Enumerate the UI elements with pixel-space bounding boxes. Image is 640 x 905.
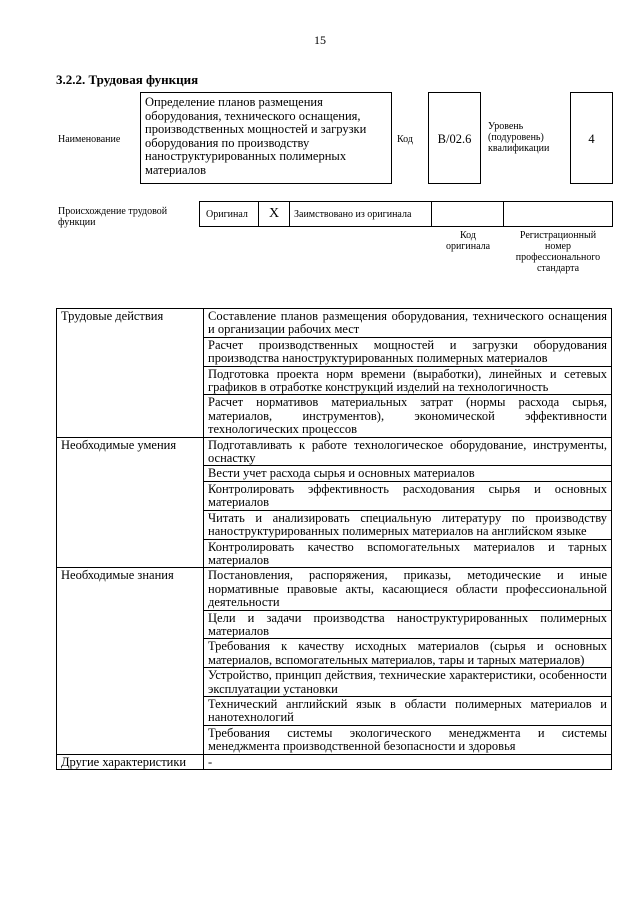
original-cell <box>199 201 259 227</box>
list-item: Составление планов размещения оборудования, технического оснащения и организации рабочих мест <box>204 309 612 338</box>
list-item: Контролировать эффективность расходования сырья и основных материалов <box>204 481 612 510</box>
original-mark: X <box>268 206 280 221</box>
list-item: Устройство, принцип действия, технические характеристики, особенности эксплуатации установки <box>204 668 612 697</box>
list-item: Читать и анализировать специальную литературу по производству наноструктурированных полимерных материалов на английском языке <box>204 510 612 539</box>
borrowed-cell <box>289 201 432 227</box>
reg-number-label: Регистрационный номер профессионального стандарта <box>515 230 601 274</box>
borrowed-label: Заимствовано из оригинала <box>294 209 412 220</box>
code-label: Код <box>397 134 413 145</box>
list-item: Расчет производственных мощностей и загрузки оборудования производства наноструктурированных полимерных материалов <box>204 337 612 366</box>
original-mark-cell <box>258 201 290 227</box>
row-heading: Трудовые действия <box>57 309 204 438</box>
code-box <box>428 92 481 184</box>
list-item: Подготавливать к работе технологическое оборудование, инструменты, оснастку <box>204 437 612 466</box>
list-item: - <box>204 754 612 769</box>
level-label: Уровень (подуровень) квалификации <box>488 121 550 154</box>
name-box <box>140 92 392 184</box>
reg-number-cell <box>503 201 613 227</box>
list-item: Постановления, распоряжения, приказы, методические и иные нормативные правовые акты, касающиеся области профессиональной деятельности <box>204 568 612 610</box>
code-original-label: Код оригинала <box>445 230 491 252</box>
page-number: 15 <box>314 33 326 47</box>
list-item: Вести учет расхода сырья и основных материалов <box>204 466 612 481</box>
list-item: Контролировать качество вспомогательных материалов и тарных материалов <box>204 539 612 568</box>
origin-label: Происхождение трудовой функции <box>58 206 168 228</box>
competency-table <box>56 308 612 770</box>
name-value: Определение планов размещения оборудования, технического оснащения, производственных мощностей и загрузки оборудования по производству наноструктурированных полимерных материалов <box>145 95 367 177</box>
list-item: Подготовка проекта норм времени (выработки), линейных и сетевых графиков в отработке конструкций изделий на технологичность <box>204 366 612 395</box>
table-row <box>57 568 612 610</box>
list-item: Технический английский язык в области полимерных материалов и нанотехнологий <box>204 696 612 725</box>
level-value: 4 <box>588 132 595 146</box>
list-item: Требования к качеству исходных материалов (сырья и основных материалов, вспомогательных материалов, тары и тарных материалов) <box>204 639 612 668</box>
name-label: Наименование <box>58 134 121 145</box>
table-row <box>57 754 612 769</box>
row-heading: Другие характеристики <box>57 754 204 769</box>
list-item: Расчет нормативов материальных затрат (нормы расхода сырья, материалов, инструментов), экономической эффективности технологических процессов <box>204 395 612 437</box>
table-row <box>57 437 612 466</box>
code-original-cell <box>431 201 504 227</box>
table-row <box>57 309 612 338</box>
code-value: B/02.6 <box>437 132 472 146</box>
row-heading: Необходимые знания <box>57 568 204 754</box>
row-heading: Необходимые умения <box>57 437 204 568</box>
section-title: 3.2.2. Трудовая функция <box>56 72 199 87</box>
list-item: Требования системы экологического менеджмента и системы менеджмента производственной безопасности и здоровья <box>204 725 612 754</box>
level-box <box>570 92 613 184</box>
original-label: Оригинал <box>206 209 248 220</box>
list-item: Цели и задачи производства наноструктурированных полимерных материалов <box>204 610 612 639</box>
